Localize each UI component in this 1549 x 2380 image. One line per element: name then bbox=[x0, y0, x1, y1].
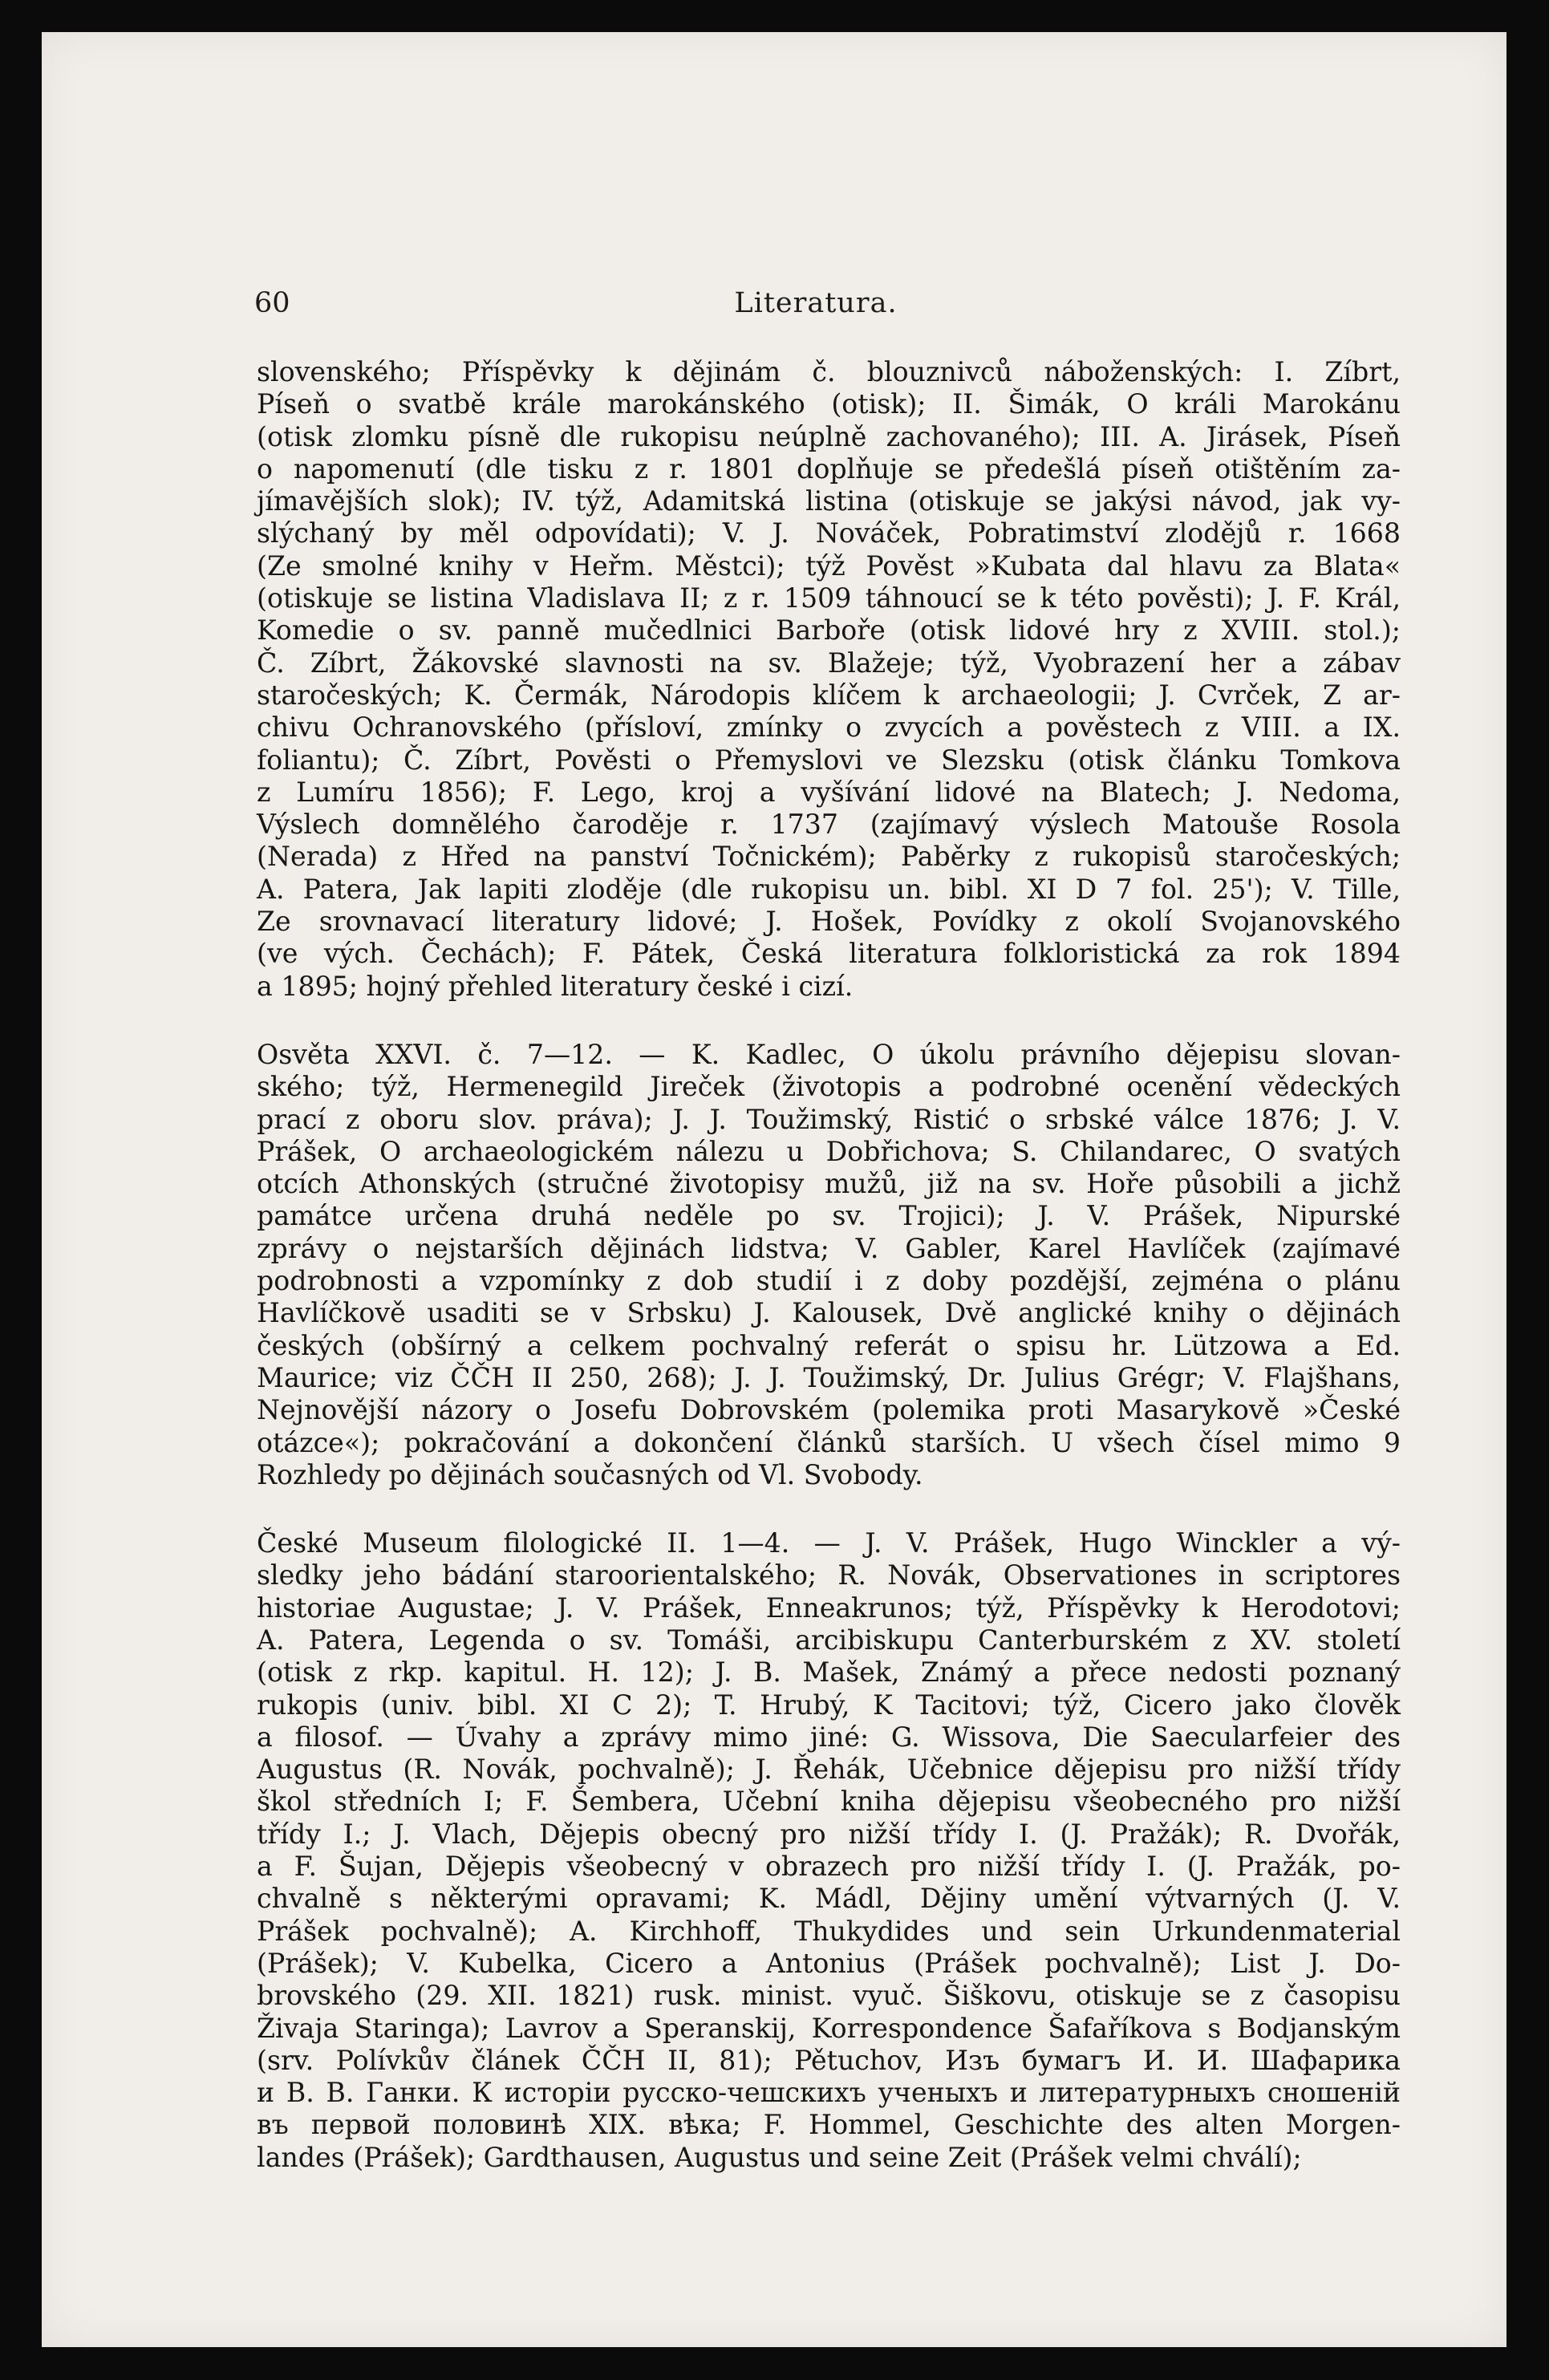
paragraph-gap bbox=[257, 1003, 1401, 1039]
text-line: chvalně s některými opravami; K. Mádl, Dějiny umění výtvarných (J. V. bbox=[257, 1883, 1401, 1915]
text-line: slýchaný by měl odpovídati); V. J. Nováček, Pobratimství zlodějů r. 1668 bbox=[257, 517, 1401, 549]
paragraph-1 bbox=[257, 356, 1401, 1003]
paragraph-gap bbox=[257, 1491, 1401, 1527]
text-line: Komedie o sv. panně mučedlnici Barboře (otisk lidové hry z XVIII. stol.); bbox=[257, 614, 1401, 647]
text-line: Nejnovější názory o Josefu Dobrovském (polemika proti Masarykově »České bbox=[257, 1394, 1401, 1426]
text-line: Rozhledy po dějinách současných od Vl. Svobody. bbox=[257, 1458, 923, 1490]
text-line: podrobnosti a vzpomínky z dob studií i z doby pozdější, zejména o plánu bbox=[257, 1265, 1401, 1297]
text-line: brovského (29. XII. 1821) rusk. minist. vyuč. Šiškovu, otiskuje se z časopisu bbox=[257, 1980, 1401, 2012]
text-line: slovenského; Příspěvky k dějinám č. blouznivců náboženských: I. Zíbrt, bbox=[257, 356, 1401, 387]
text-line: zprávy o nejstarších dějinách lidstva; V. Gabler, Karel Havlíček (zajímavé bbox=[257, 1232, 1401, 1264]
text-line: ského; týž, Hermenegild Jireček (životopis a podrobné ocenění vědeckých bbox=[257, 1071, 1401, 1103]
text-line: otcích Athonských (stručné životopisy mužů, již na sv. Hoře působili a jichž bbox=[257, 1168, 1401, 1200]
text-line: Výslech domnělého čaroděje r. 1737 (zajímavý výslech Matouše Rosola bbox=[257, 809, 1401, 841]
text-line: a 1895; hojný přehled literatury české i cizí. bbox=[257, 970, 854, 1002]
text-line: sledky jeho bádání staroorientalského; R. Novák, Observationes in scriptores bbox=[257, 1559, 1401, 1591]
text-line: (Prášek); V. Kubelka, Cicero a Antonius (Prášek pochvalně); List J. Do- bbox=[257, 1947, 1401, 1979]
paragraph-3 bbox=[257, 1527, 1401, 2174]
text-line: staročeských; K. Čermák, Národopis klíčem k archaeologii; J. Cvrček, Z ar- bbox=[257, 679, 1401, 711]
text-line: o napomenutí (dle tisku z r. 1801 doplňuje se předešlá píseň otištěním za- bbox=[257, 452, 1401, 485]
text-line: (ve vých. Čechách); F. Pátek, Česká literatura folkloristická za rok 1894 bbox=[257, 938, 1401, 970]
text-line: (srv. Polívkův článek ČČH II, 81); Pětuchov, Изъ бумагъ И. И. Шафарика bbox=[257, 2044, 1401, 2076]
text-line: Havlíčkově usaditi se v Srbsku) J. Kalousek, Dvě anglické knihy o dějinách bbox=[257, 1297, 1401, 1329]
text-line: foliantu); Č. Zíbrt, Pověsti o Přemyslovi ve Slezsku (otisk článku Tomkova bbox=[257, 744, 1401, 776]
text-line: a filosof. — Úvahy a zprávy mimo jiné: G. Wissova, Die Saecularfeier des bbox=[257, 1721, 1401, 1753]
text-line: и В. В. Ганки. К исторіи русско-чешскихъ ученыхъ и литературныхъ сношеній bbox=[257, 2077, 1401, 2109]
text-line: a F. Šujan, Dějepis všeobecný v obrazech pro nižší třídy I. (J. Pražák, po- bbox=[257, 1851, 1401, 1883]
text-line: Augustus (R. Novák, pochvalně); J. Řehák, Učebnice dějepisu pro nižší třídy bbox=[257, 1754, 1401, 1786]
book-page bbox=[42, 32, 1506, 2347]
text-line: Maurice; viz ČČH II 250, 268); J. J. Toužimský, Dr. Julius Grégr; V. Flajšhans, bbox=[257, 1361, 1401, 1393]
text-line: (otiskuje se listina Vladislava II; z r. 1509 táhnoucí se k této pověsti); J. F. Král, bbox=[257, 582, 1401, 614]
text-line: Č. Zíbrt, Žákovské slavnosti na sv. Blažeje; týž, Vyobrazení her a zábav bbox=[257, 647, 1401, 679]
text-line: otázce«); pokračování a dokončení článků starších. U všech čísel mimo 9 bbox=[257, 1426, 1401, 1458]
text-line: (Ze smolné knihy v Heřm. Městci); týž Pověst »Kubata dal hlavu za Blata« bbox=[257, 549, 1401, 582]
running-title: Literatura. bbox=[734, 287, 898, 319]
page-number: 60 bbox=[254, 287, 290, 319]
page-header bbox=[254, 287, 1377, 327]
text-line: Prášek pochvalně); A. Kirchhoff, Thukydides und sein Urkundenmaterial bbox=[257, 1915, 1401, 1947]
text-line: Píseň o svatbě krále marokánského (otisk); II. Šimák, O králi Marokánu bbox=[257, 388, 1401, 420]
text-line: jímavějších slok); IV. týž, Adamitská listina (otiskuje se jakýsi návod, jak vy- bbox=[257, 485, 1401, 517]
text-line: českých (obšírný a celkem pochvalný referát o spisu hr. Lützowa a Ed. bbox=[257, 1329, 1401, 1361]
text-line: Živaja Staringa); Lavrov a Speranskij, Korrespondence Šafaříkova s Bodjanským bbox=[257, 2012, 1401, 2044]
text-line: Osvěta XXVI. č. 7—12. — K. Kadlec, O úkolu právního dějepisu slovan- bbox=[257, 1038, 1401, 1070]
text-line: třídy I.; J. Vlach, Dějepis obecný pro nižší třídy I. (J. Pražák); R. Dvořák, bbox=[257, 1818, 1401, 1850]
text-line: prací z oboru slov. práva); J. J. Toužimský, Ristić o srbské válce 1876; J. V. bbox=[257, 1103, 1401, 1135]
text-line: škol středních I; F. Šembera, Učební kniha dějepisu všeobecného pro nižší bbox=[257, 1786, 1401, 1818]
text-line: (Nerada) z Hřed na panství Točnickém); Paběrky z rukopisů staročeských; bbox=[257, 841, 1401, 873]
text-line: Prášek, O archaeologickém nálezu u Dobřichova; S. Chilandarec, O svatých bbox=[257, 1135, 1401, 1167]
text-line: landes (Prášek); Gardthausen, Augustus und seine Zeit (Prášek velmi chválí); bbox=[257, 2141, 1302, 2173]
paragraph-2 bbox=[257, 1039, 1401, 1491]
text-line: chivu Ochranovského (přísloví, zmínky o zvycích a pověstech z VIII. a IX. bbox=[257, 712, 1401, 744]
text-line: z Lumíru 1856); F. Lego, kroj a vyšívání lidové na Blatech; J. Nedoma, bbox=[257, 776, 1401, 808]
body-text bbox=[257, 356, 1401, 2174]
text-line: A. Patera, Jak lapiti zloděje (dle rukopisu un. bibl. XI D 7 fol. 25'); V. Tille, bbox=[257, 873, 1401, 905]
text-line: (otisk z rkp. kapitul. H. 12); J. B. Mašek, Známý a přece nedosti poznaný bbox=[257, 1656, 1401, 1689]
text-line: въ первой половинѣ XIX. вѣка; F. Hommel, Geschichte des alten Morgen- bbox=[257, 2109, 1401, 2141]
text-line: rukopis (univ. bibl. XI C 2); T. Hrubý, K Tacitovi; týž, Cicero jako člověk bbox=[257, 1689, 1401, 1721]
text-line: památce určena druhá neděle po sv. Trojici); J. V. Prášek, Nipurské bbox=[257, 1200, 1401, 1232]
text-line: České Museum filologické II. 1—4. — J. V. Prášek, Hugo Winckler a vý- bbox=[257, 1527, 1401, 1559]
text-line: (otisk zlomku písně dle rukopisu neúplně zachovaného); III. A. Jirásek, Píseň bbox=[257, 420, 1401, 452]
text-line: A. Patera, Legenda o sv. Tomáši, arcibiskupu Canterburském z XV. století bbox=[257, 1624, 1401, 1656]
text-line: historiae Augustae; J. V. Prášek, Enneakrunos; týž, Příspěvky k Herodotovi; bbox=[257, 1591, 1401, 1624]
text-line: Ze srovnavací literatury lidové; J. Hošek, Povídky z okolí Svojanovského bbox=[257, 906, 1401, 938]
